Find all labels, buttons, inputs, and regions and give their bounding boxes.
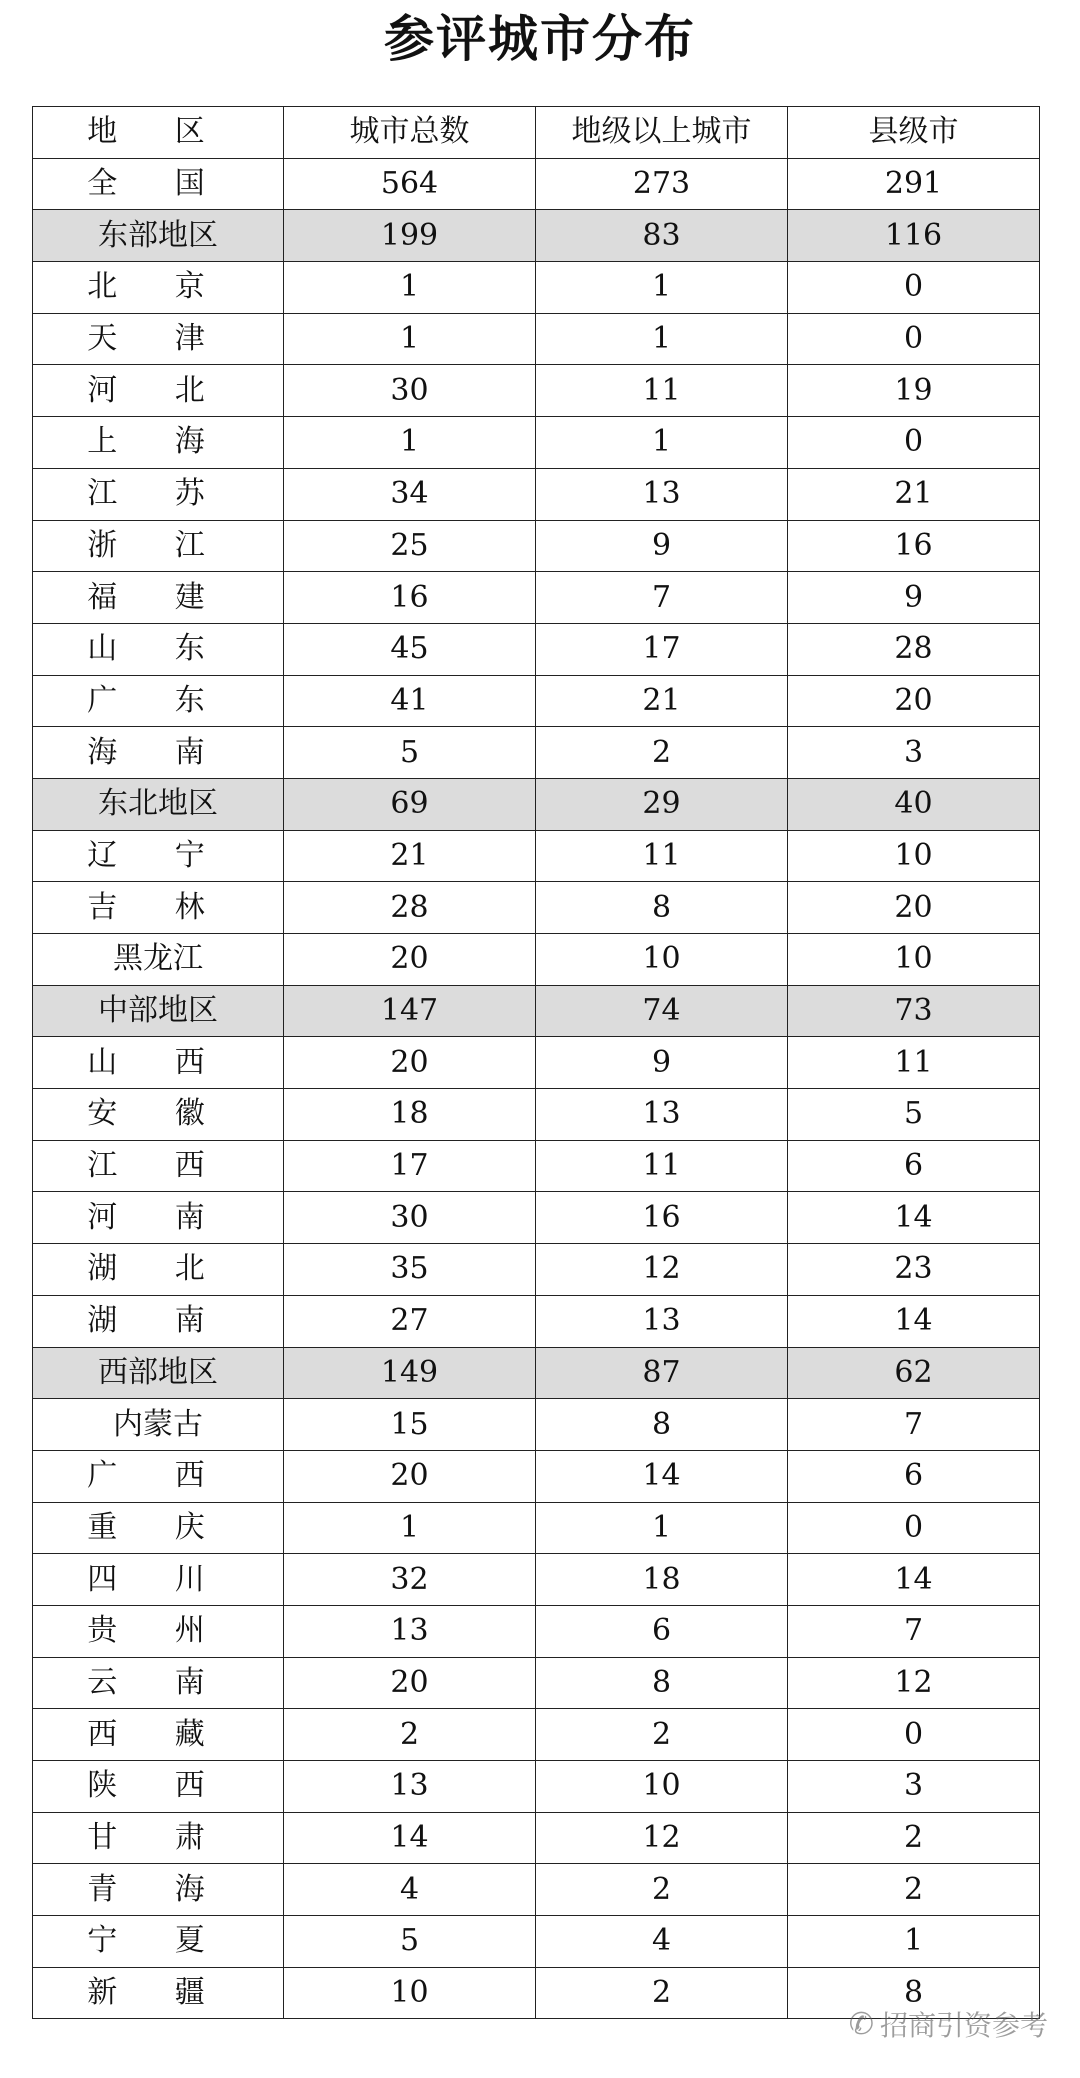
header-total-cities: 城市总数 — [284, 107, 536, 159]
cell-region-name: 全 国 — [33, 158, 284, 210]
cell-region-name: 云 南 — [33, 1657, 284, 1709]
cell-total-cities: 17 — [284, 1140, 536, 1192]
cell-total-cities: 2 — [284, 1709, 536, 1761]
cell-prefecture-cities: 10 — [536, 1761, 788, 1813]
cell-county-cities: 28 — [788, 623, 1040, 675]
page-title: 参评城市分布 — [384, 10, 696, 68]
cell-region-name: 甘 肃 — [33, 1812, 284, 1864]
table-row — [33, 262, 1040, 314]
cell-total-cities: 16 — [284, 572, 536, 624]
cell-prefecture-cities: 87 — [536, 1347, 788, 1399]
cell-prefecture-cities: 7 — [536, 572, 788, 624]
cell-total-cities: 45 — [284, 623, 536, 675]
cell-region-name: 广 东 — [33, 675, 284, 727]
table-row — [33, 1761, 1040, 1813]
cell-prefecture-cities: 29 — [536, 778, 788, 830]
cell-total-cities: 1 — [284, 313, 536, 365]
cell-county-cities: 20 — [788, 882, 1040, 934]
cell-region-name: 湖 北 — [33, 1244, 284, 1296]
cell-region-name: 安 徽 — [33, 1089, 284, 1141]
cell-county-cities: 62 — [788, 1347, 1040, 1399]
watermark — [849, 2004, 1048, 2044]
cell-region-name: 北 京 — [33, 262, 284, 314]
table-row — [33, 1605, 1040, 1657]
cell-prefecture-cities: 13 — [536, 1089, 788, 1141]
table-row — [33, 1864, 1040, 1916]
cell-region-name: 黑龙江 — [33, 934, 284, 986]
cell-region-name: 中部地区 — [33, 985, 284, 1037]
cell-county-cities: 0 — [788, 1709, 1040, 1761]
cell-county-cities: 6 — [788, 1140, 1040, 1192]
cell-region-name: 河 北 — [33, 365, 284, 417]
cell-prefecture-cities: 83 — [536, 210, 788, 262]
table-row — [33, 158, 1040, 210]
cell-county-cities: 0 — [788, 1502, 1040, 1554]
cell-county-cities: 3 — [788, 727, 1040, 779]
wechat-icon: ✆ — [848, 2006, 874, 2042]
cell-region-name: 宁 夏 — [33, 1916, 284, 1968]
cell-prefecture-cities: 16 — [536, 1192, 788, 1244]
cell-total-cities: 20 — [284, 1450, 536, 1502]
cell-prefecture-cities: 18 — [536, 1554, 788, 1606]
cell-region-name: 青 海 — [33, 1864, 284, 1916]
cell-prefecture-cities: 273 — [536, 158, 788, 210]
cell-prefecture-cities: 13 — [536, 468, 788, 520]
cell-county-cities: 10 — [788, 830, 1040, 882]
cell-prefecture-cities: 10 — [536, 934, 788, 986]
table-row — [33, 1244, 1040, 1296]
cell-county-cities: 5 — [788, 1089, 1040, 1141]
table-row — [33, 1037, 1040, 1089]
cell-county-cities: 7 — [788, 1605, 1040, 1657]
table-row — [33, 830, 1040, 882]
cell-prefecture-cities: 2 — [536, 1709, 788, 1761]
cell-county-cities: 6 — [788, 1450, 1040, 1502]
table-row — [33, 1554, 1040, 1606]
cell-region-name: 贵 州 — [33, 1605, 284, 1657]
cell-total-cities: 14 — [284, 1812, 536, 1864]
table-row — [33, 675, 1040, 727]
table-row — [33, 882, 1040, 934]
cell-prefecture-cities: 74 — [536, 985, 788, 1037]
cell-total-cities: 35 — [284, 1244, 536, 1296]
table-body — [33, 158, 1040, 2019]
region-row — [33, 985, 1040, 1037]
cell-total-cities: 34 — [284, 468, 536, 520]
cell-prefecture-cities: 2 — [536, 1967, 788, 2019]
cell-total-cities: 30 — [284, 365, 536, 417]
cell-region-name: 西 藏 — [33, 1709, 284, 1761]
table-row — [33, 1089, 1040, 1141]
cell-region-name: 江 苏 — [33, 468, 284, 520]
cell-total-cities: 69 — [284, 778, 536, 830]
cell-total-cities: 1 — [284, 417, 536, 469]
cell-prefecture-cities: 12 — [536, 1812, 788, 1864]
table-row — [33, 313, 1040, 365]
table-row — [33, 572, 1040, 624]
cell-region-name: 天 津 — [33, 313, 284, 365]
cell-county-cities: 21 — [788, 468, 1040, 520]
cell-county-cities: 14 — [788, 1554, 1040, 1606]
cell-total-cities: 32 — [284, 1554, 536, 1606]
cell-region-name: 东部地区 — [33, 210, 284, 262]
cell-prefecture-cities: 11 — [536, 830, 788, 882]
cell-total-cities: 199 — [284, 210, 536, 262]
cell-prefecture-cities: 14 — [536, 1450, 788, 1502]
cell-total-cities: 28 — [284, 882, 536, 934]
cell-prefecture-cities: 1 — [536, 1502, 788, 1554]
cell-total-cities: 5 — [284, 727, 536, 779]
cell-county-cities: 3 — [788, 1761, 1040, 1813]
table-row — [33, 1709, 1040, 1761]
cell-total-cities: 1 — [284, 262, 536, 314]
table-header-row — [33, 107, 1040, 159]
table-row — [33, 623, 1040, 675]
cell-total-cities: 20 — [284, 1037, 536, 1089]
cell-total-cities: 27 — [284, 1295, 536, 1347]
cell-region-name: 山 东 — [33, 623, 284, 675]
cell-region-name: 四 川 — [33, 1554, 284, 1606]
header-region: 地 区 — [33, 107, 284, 159]
table-row — [33, 1916, 1040, 1968]
cell-total-cities: 4 — [284, 1864, 536, 1916]
cell-region-name: 陕 西 — [33, 1761, 284, 1813]
cell-county-cities: 11 — [788, 1037, 1040, 1089]
cell-county-cities: 9 — [788, 572, 1040, 624]
cell-region-name: 吉 林 — [33, 882, 284, 934]
cell-total-cities: 13 — [284, 1761, 536, 1813]
cell-county-cities: 40 — [788, 778, 1040, 830]
cell-total-cities: 20 — [284, 934, 536, 986]
cell-county-cities: 14 — [788, 1192, 1040, 1244]
cell-county-cities: 20 — [788, 675, 1040, 727]
cell-region-name: 辽 宁 — [33, 830, 284, 882]
cell-region-name: 山 西 — [33, 1037, 284, 1089]
cell-prefecture-cities: 1 — [536, 313, 788, 365]
cell-county-cities: 8 — [788, 1967, 1040, 2019]
header-county-cities: 县级市 — [788, 107, 1040, 159]
cell-region-name: 海 南 — [33, 727, 284, 779]
cell-prefecture-cities: 2 — [536, 727, 788, 779]
cell-total-cities: 18 — [284, 1089, 536, 1141]
table-row — [33, 934, 1040, 986]
cell-prefecture-cities: 11 — [536, 365, 788, 417]
cell-prefecture-cities: 8 — [536, 1657, 788, 1709]
table-row — [33, 417, 1040, 469]
cell-prefecture-cities: 11 — [536, 1140, 788, 1192]
cell-region-name: 江 西 — [33, 1140, 284, 1192]
cell-county-cities: 0 — [788, 313, 1040, 365]
cell-prefecture-cities: 13 — [536, 1295, 788, 1347]
cell-prefecture-cities: 21 — [536, 675, 788, 727]
table-row — [33, 1657, 1040, 1709]
table-row — [33, 1140, 1040, 1192]
cell-prefecture-cities: 6 — [536, 1605, 788, 1657]
cell-region-name: 广 西 — [33, 1450, 284, 1502]
cell-prefecture-cities: 1 — [536, 417, 788, 469]
watermark-text: 招商引资参考 — [879, 2009, 1048, 2042]
cell-county-cities: 2 — [788, 1864, 1040, 1916]
table-row — [33, 520, 1040, 572]
cell-region-name: 重 庆 — [33, 1502, 284, 1554]
cell-county-cities: 0 — [788, 417, 1040, 469]
table-row — [33, 468, 1040, 520]
cell-total-cities: 25 — [284, 520, 536, 572]
header-prefecture-cities: 地级以上城市 — [536, 107, 788, 159]
cell-county-cities: 0 — [788, 262, 1040, 314]
table-row — [33, 1450, 1040, 1502]
cell-total-cities: 13 — [284, 1605, 536, 1657]
table-row — [33, 1295, 1040, 1347]
cell-prefecture-cities: 8 — [536, 1399, 788, 1451]
cell-region-name: 浙 江 — [33, 520, 284, 572]
city-distribution-table — [32, 106, 1040, 2019]
cell-county-cities: 12 — [788, 1657, 1040, 1709]
cell-prefecture-cities: 8 — [536, 882, 788, 934]
cell-region-name: 河 南 — [33, 1192, 284, 1244]
cell-prefecture-cities: 17 — [536, 623, 788, 675]
cell-total-cities: 21 — [284, 830, 536, 882]
table-row — [33, 365, 1040, 417]
cell-prefecture-cities: 12 — [536, 1244, 788, 1296]
cell-region-name: 西部地区 — [33, 1347, 284, 1399]
cell-county-cities: 14 — [788, 1295, 1040, 1347]
table-row — [33, 1812, 1040, 1864]
region-row — [33, 778, 1040, 830]
cell-region-name: 上 海 — [33, 417, 284, 469]
cell-county-cities: 73 — [788, 985, 1040, 1037]
cell-county-cities: 2 — [788, 1812, 1040, 1864]
table-row — [33, 1399, 1040, 1451]
cell-region-name: 东北地区 — [33, 778, 284, 830]
cell-total-cities: 15 — [284, 1399, 536, 1451]
cell-total-cities: 1 — [284, 1502, 536, 1554]
table-row — [33, 1192, 1040, 1244]
cell-total-cities: 20 — [284, 1657, 536, 1709]
cell-county-cities: 7 — [788, 1399, 1040, 1451]
table-row — [33, 1502, 1040, 1554]
cell-total-cities: 564 — [284, 158, 536, 210]
cell-region-name: 福 建 — [33, 572, 284, 624]
cell-region-name: 湖 南 — [33, 1295, 284, 1347]
cell-county-cities: 16 — [788, 520, 1040, 572]
cell-total-cities: 30 — [284, 1192, 536, 1244]
cell-prefecture-cities: 9 — [536, 520, 788, 572]
region-row — [33, 1347, 1040, 1399]
cell-county-cities: 10 — [788, 934, 1040, 986]
cell-county-cities: 23 — [788, 1244, 1040, 1296]
cell-total-cities: 10 — [284, 1967, 536, 2019]
cell-prefecture-cities: 1 — [536, 262, 788, 314]
cell-county-cities: 1 — [788, 1916, 1040, 1968]
cell-county-cities: 116 — [788, 210, 1040, 262]
region-row — [33, 210, 1040, 262]
cell-prefecture-cities: 9 — [536, 1037, 788, 1089]
cell-total-cities: 5 — [284, 1916, 536, 1968]
cell-total-cities: 149 — [284, 1347, 536, 1399]
cell-county-cities: 291 — [788, 158, 1040, 210]
cell-total-cities: 147 — [284, 985, 536, 1037]
cell-region-name: 新 疆 — [33, 1967, 284, 2019]
table-row — [33, 727, 1040, 779]
cell-prefecture-cities: 4 — [536, 1916, 788, 1968]
cell-county-cities: 19 — [788, 365, 1040, 417]
cell-prefecture-cities: 2 — [536, 1864, 788, 1916]
cell-total-cities: 41 — [284, 675, 536, 727]
cell-region-name: 内蒙古 — [33, 1399, 284, 1451]
